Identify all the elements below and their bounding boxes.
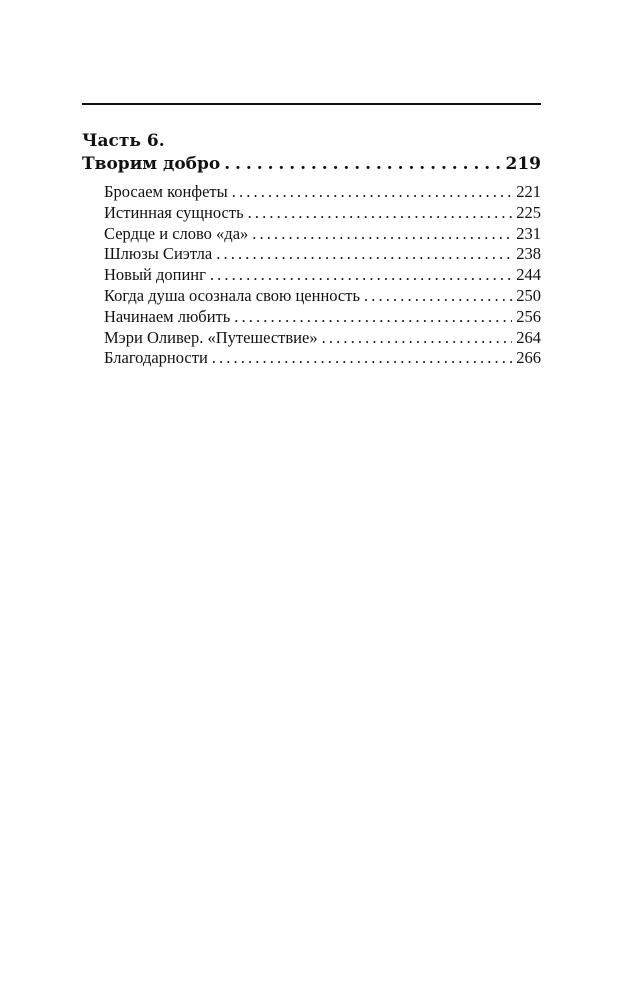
toc-entry[interactable]	[104, 307, 541, 328]
toc-entry-page: 231	[516, 223, 541, 243]
toc-entry-page: 264	[516, 327, 541, 347]
toc-entry-title: Новый допинг	[104, 265, 206, 285]
toc-entry[interactable]	[104, 244, 541, 265]
toc-entry-title: Благодарности	[104, 348, 208, 368]
toc-part-entry[interactable]	[82, 152, 541, 176]
dot-leader	[234, 307, 512, 328]
dot-leader	[322, 328, 513, 349]
toc-entry-title: Когда душа осознала свою ценность	[104, 285, 360, 305]
toc-entry-page: 221	[516, 182, 541, 201]
dot-leader	[210, 265, 512, 286]
dot-leader	[248, 203, 513, 224]
toc-entry[interactable]	[104, 224, 541, 245]
toc-entry[interactable]	[104, 328, 541, 349]
toc-entry-page: 250	[516, 285, 541, 305]
toc-entry[interactable]	[104, 203, 541, 224]
table-of-contents	[82, 130, 541, 369]
toc-entry-page: 225	[516, 202, 541, 222]
toc-entry[interactable]	[104, 286, 541, 307]
dot-leader	[216, 244, 512, 265]
toc-part-title: Творим добро	[82, 154, 221, 174]
toc-entry-page: 238	[516, 244, 541, 264]
toc-entry-list	[82, 182, 541, 369]
toc-entry-title: Начинаем любить	[104, 306, 231, 326]
toc-entry-title: Мэри Оливер. «Путешествие»	[104, 327, 318, 347]
toc-entry-page: 266	[516, 348, 541, 368]
toc-part-page: 219	[505, 154, 541, 174]
dot-leader	[364, 286, 512, 307]
dot-leader	[224, 152, 501, 176]
toc-entry-page: 244	[516, 265, 541, 285]
toc-entry-title: Шлюзы Сиэтла	[104, 244, 213, 264]
dot-leader	[252, 224, 512, 245]
dot-leader	[212, 348, 512, 369]
header-rule	[82, 103, 541, 105]
toc-entry[interactable]	[104, 348, 541, 369]
toc-entry-title: Бросаем конфеты	[104, 182, 228, 201]
toc-entry[interactable]	[104, 265, 541, 286]
toc-entry[interactable]	[104, 182, 541, 203]
toc-entry-title: Сердце и слово «да»	[104, 223, 249, 243]
part-label: Часть 6.	[82, 131, 165, 151]
toc-entry-title: Истинная сущность	[104, 202, 244, 222]
toc-entry-page: 256	[516, 306, 541, 326]
dot-leader	[232, 182, 513, 203]
